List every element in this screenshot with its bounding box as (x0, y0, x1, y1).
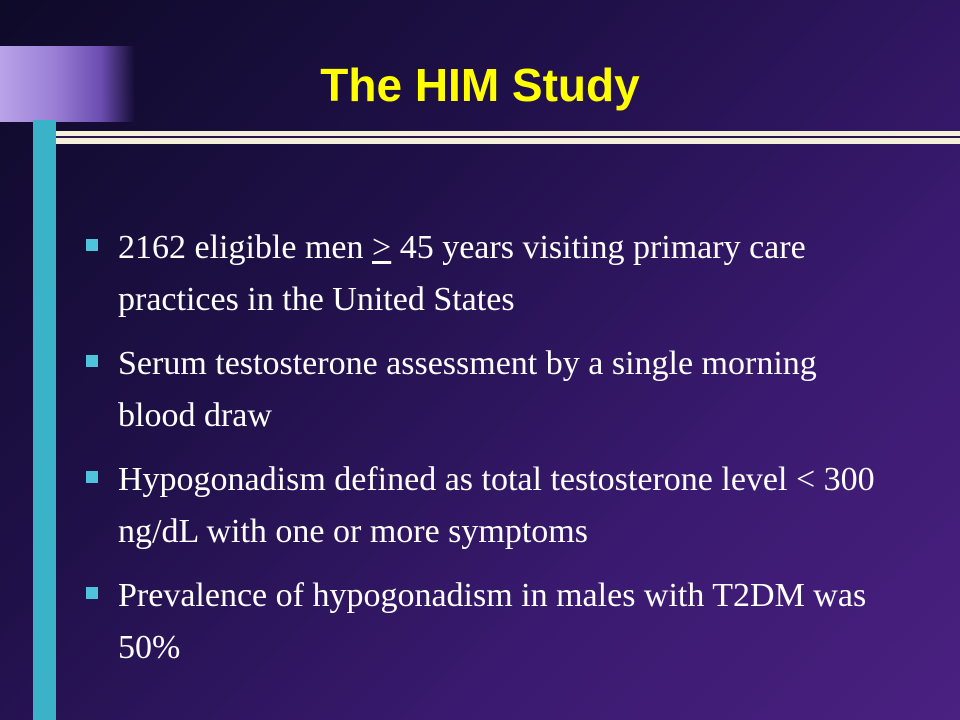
greater-than-or-equal-symbol: > (372, 229, 392, 266)
bullet-list (84, 222, 894, 686)
bullet-item-1 (84, 222, 894, 326)
square-bullet-icon (86, 471, 98, 483)
square-bullet-icon (86, 355, 98, 367)
bullet-text-3: Hypogonadism defined as total testosterone level < 300 ng/dL with one or more symptoms (118, 461, 875, 550)
title-divider (56, 131, 960, 144)
bullet-item-4 (84, 570, 894, 674)
vertical-accent-bar (33, 120, 56, 720)
bullet-item-2 (84, 338, 894, 442)
square-bullet-icon (86, 587, 98, 599)
title-divider-inner-line (56, 136, 960, 138)
slide-title: The HIM Study (320, 59, 640, 111)
bullet-text-4: Prevalence of hypogonadism in males with T2DM was 50% (118, 577, 867, 666)
bullet-text-2: Serum testosterone assessment by a single morning blood draw (118, 345, 817, 434)
bullet-text-1-part-2: 45 years visiting primary care practices in the United States (118, 229, 806, 318)
bullet-item-3 (84, 454, 894, 558)
square-bullet-icon (86, 239, 98, 251)
bullet-text-1-part-1: 2162 eligible men (118, 229, 373, 266)
